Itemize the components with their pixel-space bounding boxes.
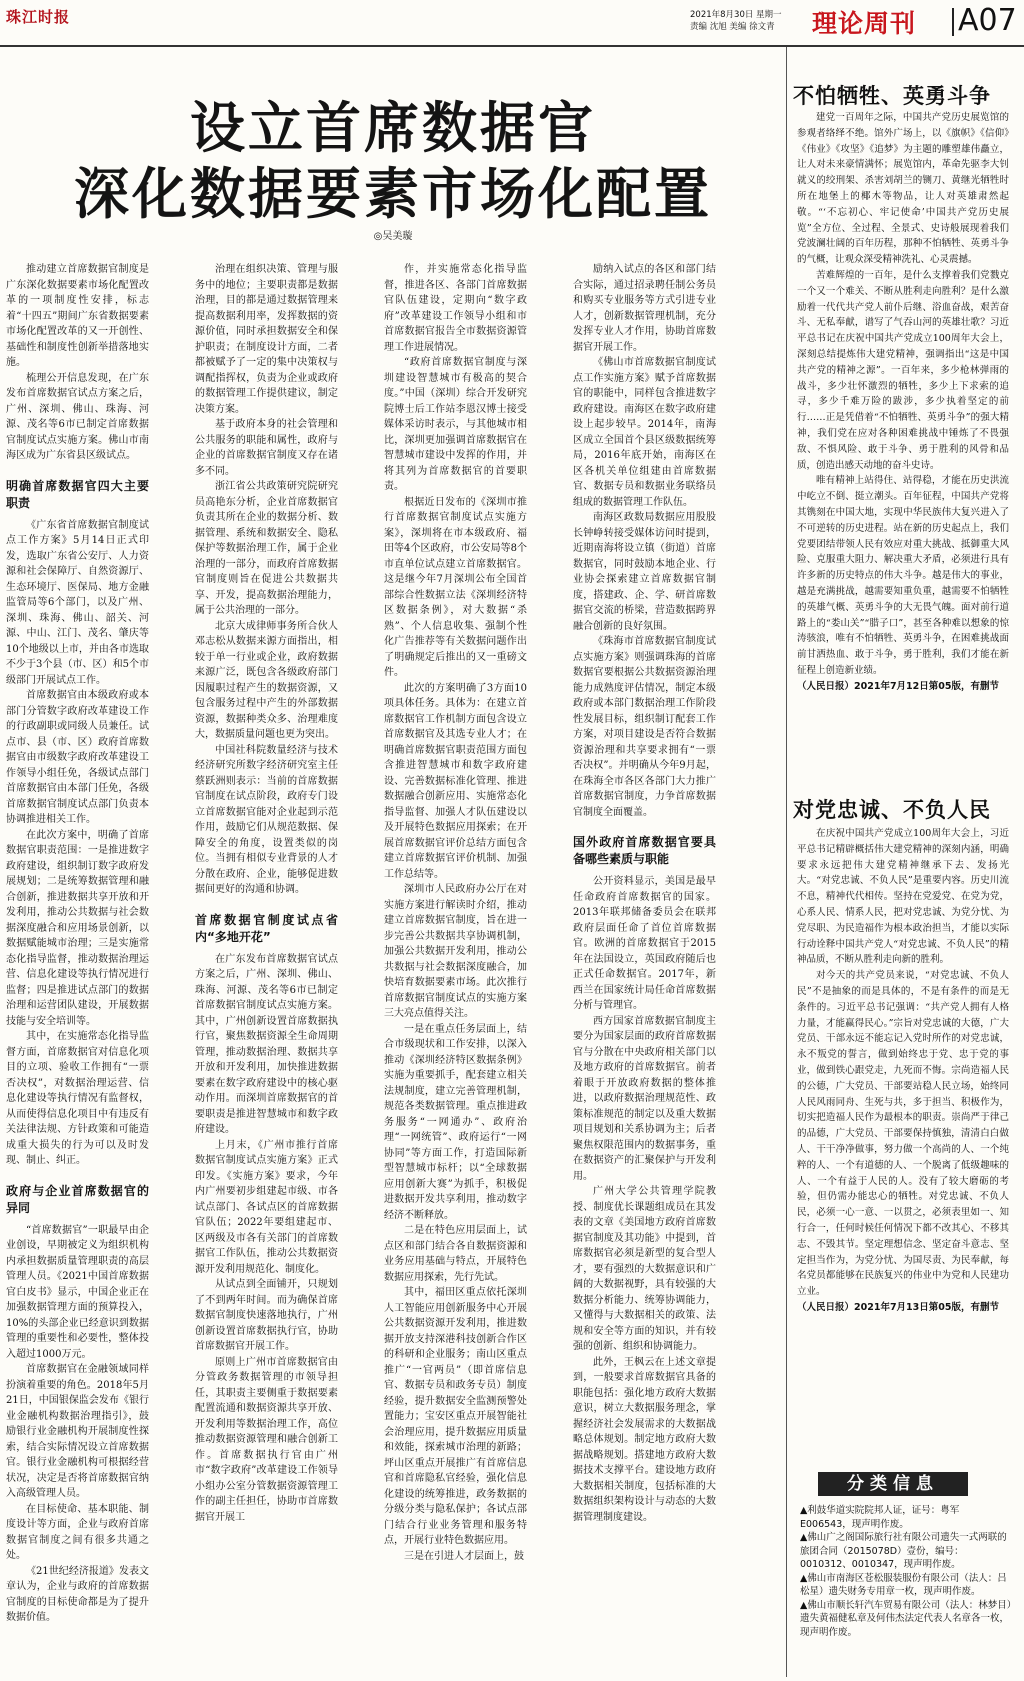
sidebar-title-1: 不怕牺牲、英勇斗争	[793, 84, 991, 108]
headline-line2: 深化数据要素市场化配置	[73, 162, 712, 226]
article-paragraph: 在目标使命、基本职能、制度设计等方面，企业与政府首席数据官制度之间有很多共通之处。	[6, 1503, 149, 1561]
classifieds-list	[800, 1504, 1012, 1639]
classified-item: ▲利鼓华道实院院邦人证，证号：粤军 E006543，现声明作废。	[800, 1505, 960, 1530]
section-heading: 明确首席数据官四大主要职责	[6, 478, 149, 510]
section-heading: 首席数据官制度试点省内“多地开花”	[195, 912, 338, 944]
sidebar-paragraph: 唯有精神上站得住、站得稳，才能在历史洪流中屹立不倒、挺立潮头。百年征程，中国共产党将其镌刻在中国大地，实现中华民族伟大复兴进入了不可逆转的历史进程。站在新的历史起点上，我们党要团结带领人民有效应对重大挑战、抵御重大风险、克服重大阻力、解决重大矛盾，必须进行具有许多新的历史特点的伟大斗争。越是伟大的事业，越是充满挑战，越需要知重负重，越需要不怕牺牲的英雄气概、英勇斗争的大无畏气魄。面对前行道路上的“娄山关”“腊子口”，甚至各种难以想象的惊涛骇浪，唯有不怕牺牲、英勇斗争，在困难挑战面前甘洒热血、敢于斗争，勇于胜利，我们才能在新征程上创造新业绩。	[797, 475, 1009, 676]
article-paragraph: 浙江省公共政策研究院研究员高艳东分析，企业首席数据官负责其所在企业的数据分析、数据管理、系统和数据安全、隐私保护等数据治理工作，属于企业治理的一部分，而政府首席数据官制度则旨在促进公共数据共享、开发，提高数据治理能力，属于公共治理的一部分。	[195, 481, 338, 616]
newspaper-logo: 珠江时报	[6, 8, 71, 26]
sidebar-source: （人民日报）2021年7月13日第05版，有删节	[797, 1301, 999, 1313]
section-heading: 政府与企业首席数据官的异同	[6, 1183, 149, 1215]
article-paragraph: 其中，在实施常态化指导监督方面，首席数据官对信息化项目的立项、验收工作拥有“一票否决权”，对数据治理运营、信息化建设等执行情况有监督权，从而使得信息化项目中有违反有关法律法规、方针政策和可能造成重大损失的行为可以及时发现、制止、纠正。	[6, 1031, 149, 1166]
article-paragraph: 首席数据官在金融领域同样扮演着重要的角色。2018年5月21日，中国银保监会发布《银行业金融机构数据治理指引》，鼓励银行业金融机构开展制度性探索，结合实际情况设立首席数据官。银行业金融机构可根据经营状况，决定是否将首席数据官纳入高级管理人员。	[6, 1364, 149, 1499]
article-paragraph: 《珠海市首席数据官制度试点实施方案》则强调珠海的首席数据官要根据公共数据资源治理能力成熟度评估情况，制定本级政府或本部门数据治理工作阶段性发展目标，组织制订配套工作方案，对项目建设是否符合数据资源治理和共享要求拥有“一票否决权”。并明确从今年9月起，在珠海全市各区各部门大力推广首席数据官制度，力争首席数据官制度全面覆盖。	[573, 636, 716, 818]
article-paragraph: 南海区政数局数据应用股股长钟峥转接受媒体访问时提到，近期南海将设立镇（街道）首席数据官，同时鼓励本地企业、行业协会探索建立首席数据官制度，搭建政、企、学、研首席数据官交流的桥梁，营造数据跨界融合创新的良好氛围。	[573, 512, 716, 632]
sidebar-paragraph: 建党一百周年之际，中国共产党历史展览馆的参观者络绎不绝。馆外广场上，以《旗帜》《信仰》《伟业》《攻坚》《追梦》为主题的雕塑雄伟矗立，让人对未来豪情满怀；展览馆内，革命先驱李大钊就义的绞刑架、杀害刘胡兰的铡刀、黄继光牺牲时所在地堡上的椰木等物品，让人对英雄肃然起敬。“‘不忘初心、牢记使命’中国共产党历史展览”全方位、全过程、全景式、史诗般展现着我们党波澜壮阔的百年历程，那种不怕牺牲、英勇斗争的气概，让观众深受精神洗礼、心灵震撼。	[797, 112, 1009, 266]
issue-date: 2021年8月30日 星期一	[690, 10, 782, 20]
article-paragraph: 梳理公开信息发现，在广东发布首席数据官试点方案之后，广州、深圳、佛山、珠海、河源、茂名等6市已制定首席数据官制度试点实施方案。佛山市南海区成为广东省县区级试点。	[6, 372, 149, 461]
header-rule	[0, 45, 1024, 47]
article-paragraph: “政府首席数据官制度与深圳建设智慧城市有极高的契合度。”中国（深圳）综合开发研究院博士后工作站李恩汉博士接受媒体采访时表示，与其他城市相比，深圳更加强调首席数据官在智慧城市建设中发挥的作用，并将其列为首席数据官的首要职责。	[384, 357, 527, 492]
column-rule	[786, 47, 787, 1677]
article-paragraph: 励纳入试点的各区和部门结合实际，通过招录聘任制公务员和购买专业服务等方式引进专业人才，创新数据管理机制，充分发挥专业人才作用，协助首席数据官开展工作。	[573, 264, 716, 353]
header-divider	[952, 8, 954, 36]
section-title: 理论周刊	[812, 9, 917, 38]
article-paragraph: 基于政府本身的社会管理和公共服务的职能和属性，政府与企业的首席数据官制度又存在诸多不同。	[195, 419, 338, 477]
article-paragraph: 治理在组织决策、管理与服务中的地位；主要职责都是数据治理，目的都是通过数据管理来提高数据利用率，发挥数据的资源价值，同时承担数据安全和保护职责；在制度设计方面，二者都被赋予了一定的集中决策权与调配指挥权，负责为企业或政府的数据管理工作提供建议，制定决策方案。	[195, 264, 338, 415]
issue-meta	[690, 9, 782, 33]
classified-item: ▲佛山广之阁国际旅行社有限公司遗失一式两联的旅团合同（2015078D）壹份，编号：0010312、0010347，现声明作废。	[800, 1532, 1007, 1570]
issue-editors: 责编 沈旭 美编 徐文青	[690, 22, 775, 32]
sidebar-paragraph: 在庆祝中国共产党成立100周年大会上，习近平总书记精辟概括伟大建党精神的深刻内涵，明确要求永远把伟大建党精神继承下去、发扬光大。“对党忠诚、不负人民”是重要内容。历史川流不息，精神代代相传。坚持在党爱党、在党为党，心系人民、情系人民，把对党忠诚、为党分忧、为党尽职、为民造福作为根本政治担当，才能以实际行动诠释中国共产党人“对党忠诚、不负人民”的精神品质，不断从胜利走向新的胜利。	[797, 828, 1009, 966]
byline: ◎吴美璇	[373, 231, 413, 242]
article-paragraph: 在此次方案中，明确了首席数据官职责范围：一是推进数字政府建设，组织制订数字政府发展规划；二是统筹数据管理和融合创新，推进数据共享开放和开发利用，推动公共数据与社会数据深度融合和应用场景创新，以数据赋能城市治理；三是实施常态化指导监督，推动数据治理运营、信息化建设等执行情况进行监督；四是推进试点部门的数据治理和运营团队建设，开展数据技能与安全培训等。	[6, 829, 149, 1027]
headline-line1: 设立首席数据官	[189, 96, 596, 160]
article-paragraph: 中国社科院数量经济与技术经济研究所数字经济研究室主任蔡跃洲则表示：当前的首席数据官制度在试点阶段，政府专门设立首席数据官能对企业起到示范作用，鼓励它们从规范数据、保障安全的角度，设置类似的岗位。当拥有相似专业背景的人才分散在政府、企业，能够促进数据间更好的沟通和协调。	[195, 744, 338, 895]
article-paragraph: 广州大学公共管理学院教授、制度优长课题组成员在其发表的文章《美国地方政府首席数据官制度及其功能》中提到，首席数据官必须是新型的复合型人才，要有强烈的大数据意识和广阔的大数据视野，具有较强的大数据分析能力、统筹协调能力，又懂得与大数据相关的政策、法规和安全等方面的知识，并有较强的创新、组织和协调能力。	[573, 1186, 716, 1352]
article-paragraph: 上月末，《广州市推行首席数据官制度试点实施方案》正式印发。《实施方案》要求，今年内广州要初步组建起市级、市各试点部门、各试点区的首席数据官队伍；2022年要组建起市、区两级及市各有关部门的首席数据官工作队伍，推动公共数据资源开发利用规范化、制度化。	[195, 1139, 338, 1275]
article-paragraph: 三是在引进人才层面上，鼓	[404, 1550, 524, 1562]
article-paragraph: 在广东发布首席数据官试点方案之后，广州、深圳、佛山、珠海、河源、茂名等6市已制定首席数据官制度试点实施方案。其中，广州创新设置首席数据执行官，聚焦数据资源全生命周期管理，推动数据治理、数据共享开放和开发利用，加快推进数据要素在数字政府建设中的核心驱动作用。而深圳首席数据官的首要职责是推进智慧城市和数字政府建设。	[195, 953, 338, 1135]
classified-item: ▲佛山市顺长轩汽车贸易有限公司（法人：林梦目）遗失黄福健私章及何伟杰法定代表人名章各一枚，现声明作废。	[800, 1599, 1012, 1638]
sidebar-source: （人民日报）2021年7月12日第05版，有删节	[797, 680, 999, 692]
classifieds-title: 分类信息	[818, 1472, 968, 1496]
article-paragraph: 公开资料显示，美国是最早任命政府首席数据官的国家。2013年联邦储备委员会在联邦政府层面任命了首位首席数据官。欧洲的首席数据官于2015年在法国设立，英国政府随后也正式任命数据官。2017年，新西兰在国家统计局任命首席数据分析与管理官。	[573, 876, 716, 1011]
article-paragraph: 《佛山市首席数据官制度试点工作实施方案》赋予首席数据官的职能中，同样包含推进数字政府建设。南海区在数字政府建设上起步较早。2014年，南海区成立全国首个县区级数据统筹局，2016年底开始，南海区在区各机关单位组建由首席数据官、数据专员和数据业务联络员组成的数据管理工作队伍。	[573, 357, 716, 508]
article-column-1	[6, 262, 149, 1674]
sidebar-body-2	[797, 826, 1009, 1459]
article-paragraph: 推动建立首席数据官制度是广东深化数据要素市场化配置改革的一项制度性安排，标志着“十四五”期间广东省数据要素市场化配置改革的又一开创性、基础性和制度性创新举措落地实施。	[6, 264, 149, 368]
sidebar-body-1	[797, 110, 1009, 758]
article-column-3	[384, 262, 527, 1674]
article-paragraph: 作，并实施常态化指导监督，推进各区、各部门首席数据官队伍建设，定期向“数字政府”改革建设工作领导小组和市首席数据官报告全市数据资源管理工作进展情况。	[384, 264, 527, 353]
article-paragraph: “首席数据官”一职最早由企业创设，早期被定义为组织机构内承担数据质量管理职责的高层管理人员。《2021中国首席数据官白皮书》显示，中国企业正在加强数据管理方面的预算投入，10%的头部企业已经意识到数据管理的重要性和必要性，整体投入超过1000万元。	[6, 1224, 149, 1360]
article-paragraph: 《21世纪经济报道》发表文章认为，企业与政府的首席数据官制度的目标使命都是为了提升数据价值。	[6, 1565, 149, 1623]
sidebar-paragraph: 苦难辉煌的一百年，是什么支撑着我们党戮克一个又一个难关、不断从胜利走向胜利？是什么激励着一代代共产党人前仆后继、浴血奋战，艰苦奋斗、无私奉献，谱写了气吞山河的英雄壮歌？习近平总书记在庆祝中国共产党成立100周年大会上，深刻总结提炼伟大建党精神，强调指出“这是中国共产党的精神之源”。一百年来，多少枪林弹雨的战斗，多少壮怀激烈的牺牲，多少上下求索的追寻，多少千难万险的跋涉，多少执着坚定的前行……正是凭借着“不怕牺牲、英勇斗争”的强大精神，我们党在应对各种困难挑战中锤炼了不畏强敌、不惧风险、敢于斗争、勇于胜利的风骨和品质，创造出感天动地的奋斗史诗。	[797, 269, 1009, 471]
article-paragraph: 其中，福田区重点依托深圳人工智能应用创新服务中心开展公共数据资源开发利用，推进数据开放支持深港科技创新合作区的科研和企业服务；南山区重点推广“一官两员”（即首席信息官、数据专员和政务专员）制度经验，提升数据安全监测预警处置能力；宝安区重点开展智能社会治理应用，提升数据应用质量和效能，探索城市治理的新路；坪山区重点开展推广有首席信息官和首席隐私官经验，强化信息化建设的统筹推进，政务数据的分级分类与隐私保护；各试点部门结合行业业务管理和服务特点，开展行业特色数据应用。	[384, 1287, 527, 1546]
article-column-2	[195, 262, 338, 1674]
sidebar-paragraph: 对今天的共产党员来说，“对党忠诚、不负人民”不是抽象的而是具体的，不是有条件的而是无条件的。习近平总书记强调：“共产党人拥有人格力量，才能赢得民心。”宗旨对党忠诚的大德，广大党员、干部永远不能忘记入党时所作的对党忠诚，永不叛党的誓言，做到始终忠于党、忠于党的事业，做到铁心跟党走，九死而不悔。宗尚造福人民的公德，广大党员、干部要站稳人民立场，始终同人民风雨同舟、生死与共，多于担当、积极作为，切实把造福人民作为最根本的职责。崇尚严于律己的品德，广大党员、干部要保持慎独，清清白白做人、干干净净做事，努力做一个高尚的人、一个纯粹的人、一个有道德的人、一个脱离了低级趣味的人、一个有益于人民的人。没有了较大磨砺的考验，但仍需办能忠心的牺牲。对党忠诚、不负人民，必须一心一意、一以贯之，必须表里如一、知行合一，任何时候任何情况下都不改其心、不移其志、不毁其节。坚定理想信念、坚定奋斗意志、坚定担当作为，为党分忧、为国尽责、为民奉献，每名党员都能够在民族复兴的伟业中为党和人民建功立业。	[797, 970, 1009, 1298]
article-paragraph: 首席数据官由本级政府或本部门分管数字政府改革建设工作的行政副职或同级人员兼任。试点市、县（市、区）政府首席数据官由市级数字政府改革建设工作领导小组任免，各级试点部门首席数据官由本部门任免，各级首席数据官制度试点部门负责本协调推进相关工作。	[6, 690, 149, 825]
article-paragraph: 《广东省首席数据官制度试点工作方案》5月14日正式印发，选取广东省公安厅、人力资源和社会保障厅、自然资源厅、生态环境厅、医保局、地方金融监管局等6个部门，以及广州、深圳、珠海、佛山、韶关、河源、中山、江门、茂名、肇庆等10个地级以上市，并由各市选取不少于3个县（市、区）和5个市级部门开展试点工作。	[6, 519, 149, 686]
page-number: A07	[958, 3, 1017, 38]
article-paragraph: 西方国家首席数据官制度主要分为国家层面的政府首席数据官与分散在中央政府相关部门以及地方政府的首席数据官。前者着眼于开放政府数据的整体推进，以政府数据治理规范性、政策标准规范的制定以及重大数据项目规划和关系协调为主；后者聚焦权限范围内的数据事务，重在数据资产的汇聚保护与开发利用。	[573, 1015, 716, 1182]
sidebar-title-2: 对党忠诚、不负人民	[793, 798, 991, 822]
section-heading: 国外政府首席数据官要具备哪些素质与职能	[573, 835, 716, 866]
article-paragraph: 深圳市人民政府办公厅在对实施方案进行解读时介绍，推动建立首席数据官制度，旨在进一步完善公共数据共享协调机制，加强公共数据开发利用，推动公共数据与社会数据深度融合，加快培育数据要素市场。此次推行首席数据官制度试点的实施方案三大亮点值得关注。	[384, 884, 527, 1019]
article-paragraph: 根据近日发布的《深圳市推行首席数据官制度试点实施方案》，深圳将在市本级政府、福田等4个区政府，市公安局等8个市直单位试点建立首席数据官。这是继今年7月深圳公布全国首部综合性数据立法《深圳经济特区数据条例》，对大数据“杀熟”、个人信息收集、强制个性化广告推荐等有关数据问题作出了明确规定后推出的又一重磅文件。	[384, 496, 527, 678]
article-paragraph: 此外，王枫云在上述文章提到，一般要求首席数据官具备的职能包括：强化地方政府大数据意识，树立大数据服务理念，掌握经济社会发展需求的大数据战略总体规划。制定地方政府大数据战略规划。搭建地方政府大数据技术支撑平台。建设地方政府大数据相关制度，包括标准的大数据组织架构设计与动态的大数据管理制度建设。	[573, 1356, 716, 1523]
article-paragraph: 二是在特色应用层面上，试点区和部门结合各自数据资源和业务应用基础与特点，开展特色数据应用探索，先行先试。	[384, 1225, 527, 1283]
article-paragraph: 此次的方案明确了3方面10项具体任务。具体为：在建立首席数据官工作机制方面包含设立首席数据官及其选专业人才；在明确首席数据官职责范围方面包含推进智慧城市和数字政府建设、完善数据标准化管理、推进数据融合创新应用、实施常态化指导监督、加强人才队伍建设以及开展特色数据应用探索；在开展首席数据官评价总结方面包含建立首席数据官评价机制、加强工作总结等。	[384, 682, 527, 880]
article-paragraph: 原则上广州市首席数据官由分管政务数据管理的市领导担任，其职责主要侧重于数据要素配置流通和数据资源共享开放、开发利用等数据治理工作，高位推动数据资源管理和融合创新工作。首席数据执行官由广州市“数字政府”改革建设工作领导小组办公室分管数据资源管理工作的副主任担任，协助市首席数据官开展工	[195, 1356, 338, 1523]
article-column-4	[573, 262, 716, 1674]
article-paragraph: 从试点到全面铺开，只规划了不到两年时间。而为确保首席数据官制度快速落地执行，广州创新设置首席数据执行官，协助首席数据官开展工作。	[195, 1279, 338, 1352]
classified-item: ▲佛山市南海区苍松服装服份有限公司（法人：吕松星）遗失财务专用章一枚，现声明作废。	[800, 1572, 1007, 1597]
article-paragraph: 一是在重点任务层面上，结合市级现状和工作安排，以深入推动《深圳经济特区数据条例》实施为重要抓手，配套建立相关法规制度，建立完善管理机制，规范各类数据管理。重点推进政务服务“一网通办”、政府治理“一网统管”、政府运行“一网协同”等方面工作，打造国际新型智慧城市标杆；以“全球数据应用创新大赛”为抓手，积极促进数据开发共享利用，推动数字经济不断释放。	[384, 1023, 527, 1221]
article-paragraph: 北京大成律师事务所合伙人邓志松从数据来源方面指出，相较于单一行业或企业，政府数据来源广泛，既包含各级政府部门因履职过程产生的数据资源，又包含服务过程中产生的外部数据资源，数据种类众多、治理难度大，数据质量问题也更为突出。	[195, 620, 338, 740]
